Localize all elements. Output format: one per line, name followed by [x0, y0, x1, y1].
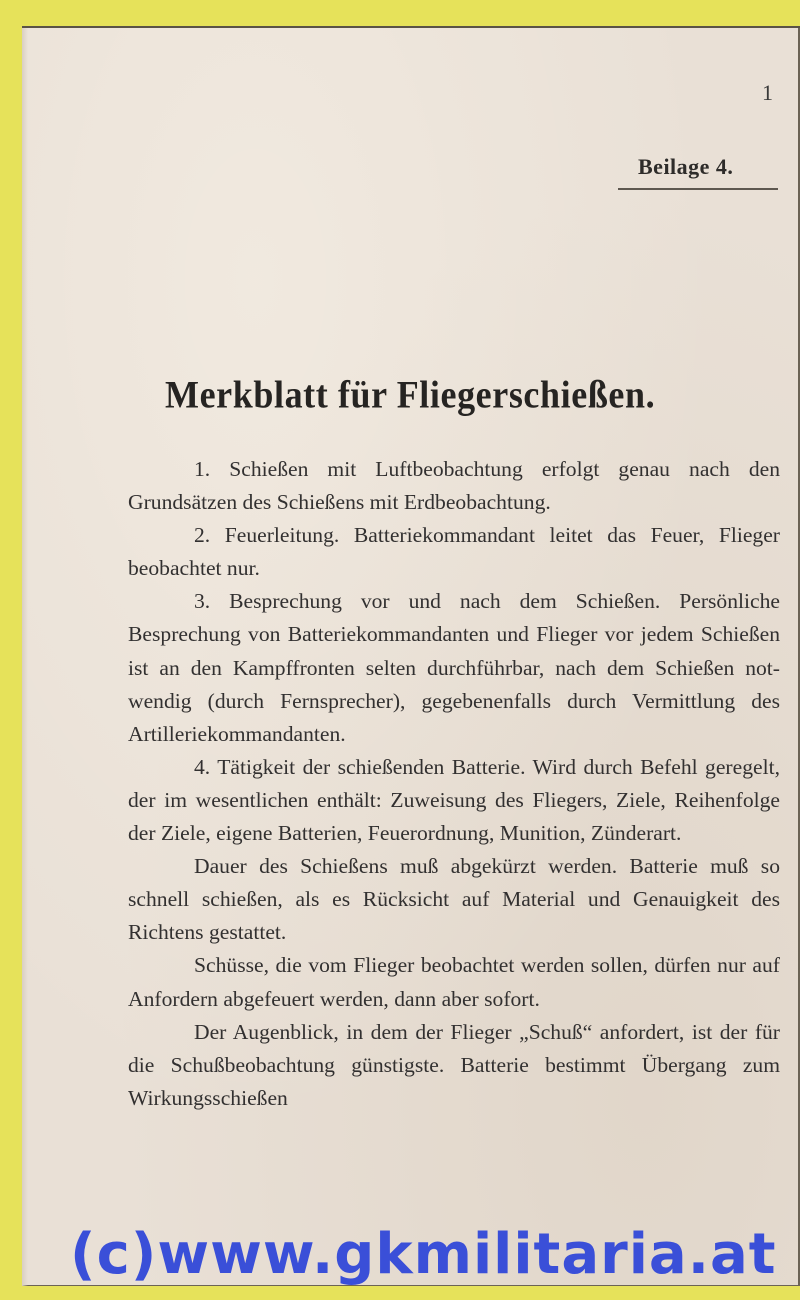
- appendix-underline: [618, 188, 778, 190]
- document-title: Merkblatt für Fliegerschießen.: [165, 373, 656, 417]
- copyright-watermark: (c)www.gkmilitaria.at: [70, 1222, 777, 1287]
- paragraph-4-battery-activity: 4. Tätigkeit der schießenden Batterie. Wird durch Befehl geregelt, der im wesentlichen enthält: Zuweisung des Fliegers, Ziele, Reihenfolge der Ziele, eigene Batterien, Feuerordnung, Munition, Zünderart.: [128, 754, 780, 846]
- paragraph-3-briefing: 3. Besprechung vor und nach dem Schießen. Persönliche Besprechung von Batteriekommandanten und Flieger vor jedem Schießen ist an den Kampffronten selten durchführbar, nach dem Schießen notwendig (durch Fernsprecher), gegebenenfalls durch Vermittlung des Artilleriekommandanten.: [128, 589, 780, 746]
- appendix-label: Beilage 4.: [638, 154, 734, 179]
- paragraph-duration: Dauer des Schießens muß abgekürzt werden. Batterie muß so schnell schießen, als es Rücksicht auf Material und Genauigkeit des Richtens gestattet.: [128, 854, 780, 945]
- document-body: [128, 453, 780, 1115]
- paragraph-moment: Der Augenblick, in dem der Flieger „Schuß“ anfordert, ist der für die Schußbeobachtung günstigste. Batterie bestimmt Übergang zum Wirkungsschießen: [128, 1019, 780, 1110]
- paragraph-1-air-observation: 1. Schießen mit Luftbeobachtung erfolgt genau nach den Grundsätzen des Schießens mit Erdbeobachtung.: [128, 457, 780, 515]
- document-page: [22, 26, 800, 1286]
- paragraph-shots: Schüsse, die vom Flieger beobachtet werden sollen, dürfen nur auf Anfordern abgefeuert werden, dann aber sofort.: [128, 953, 780, 1011]
- page-number: 1: [762, 80, 773, 105]
- paragraph-2-fire-control: 2. Feuerleitung. Batteriekommandant leitet das Feuer, Flieger beobachtet nur.: [128, 523, 780, 581]
